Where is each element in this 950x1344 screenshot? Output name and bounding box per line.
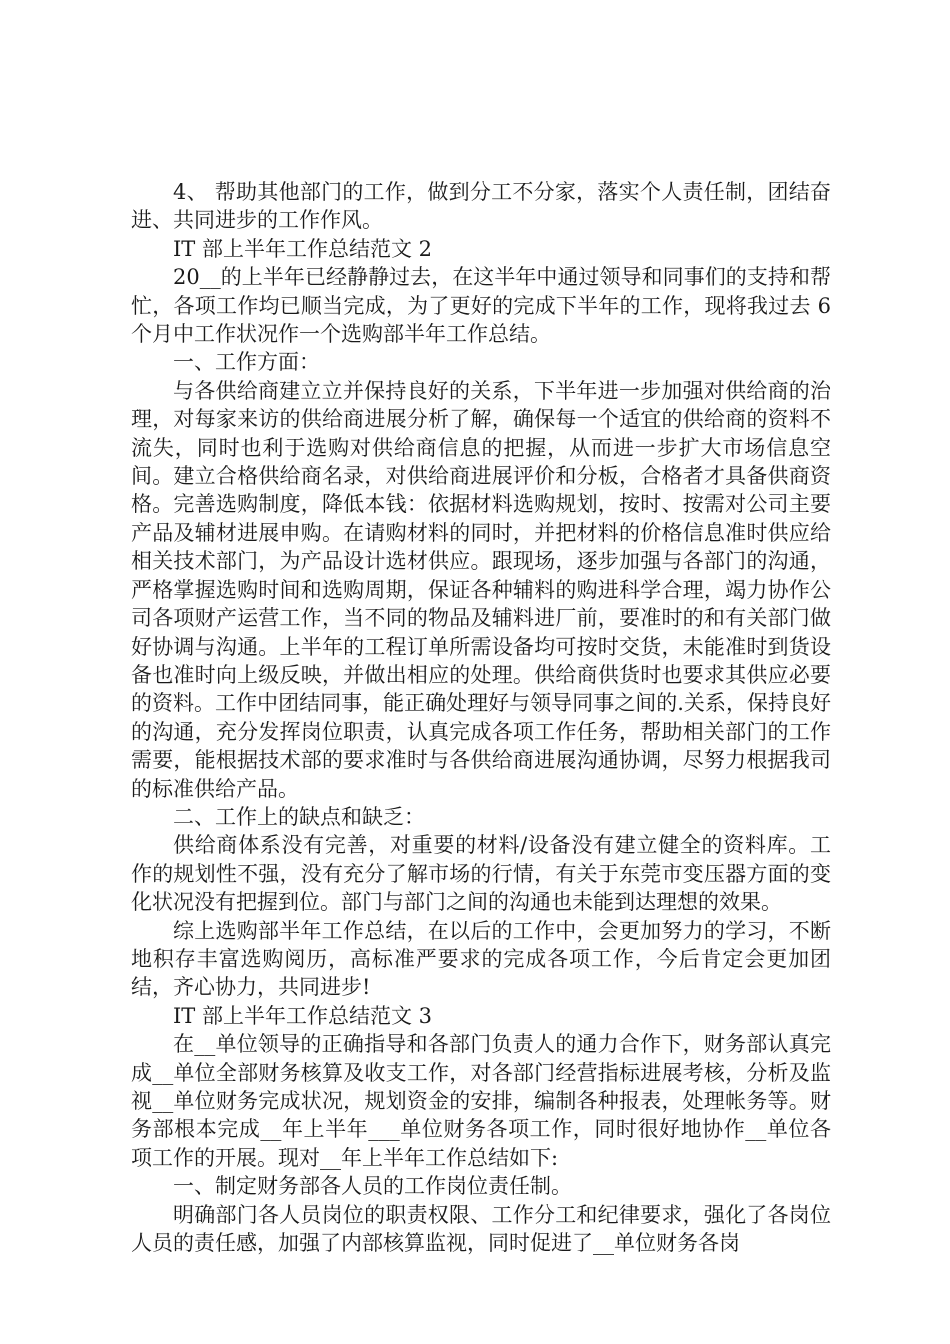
paragraph-work-aspects: 与各供给商建立立并保持良好的关系，下半年进一步加强对供给商的治理，对每家来访的供给商进展分析了解，确保每一个适宜的供给商的资料不流失，同时也利于选购对供给商信息的把握，从而进一步扩大市场信息空间。建立合格供给商名录，对供给商进展评价和分板，合格者才具备供商资格。完善选购制度，降低本钱：依据材料选购规划，按时、按需对公司主要产品及辅材进展申购。在请购材料的同时，并把材料的价格信息准时供应给相关技术部门，为产品设计选材供应。跟现场，逐步加强与各部门的沟通，严格掌握选购时间和选购周期，保证各种辅料的购进科学合理，竭力协作公司各项财产运营工作，当不同的物品及辅料进厂前，要准时的和有关部门做好协调与沟通。上半年的工程订单所需设备均可按时交货，未能准时到货设备也准时向上级反映，并做出相应的处理。供给商供货时也要求其供应必要的资料。工作中团结同事，能正确处理好与领导同事之间的.关系，保持良好的沟通，充分发挥岗位职责，认真完成各项工作任务，帮助相关部门的工作需要，能根据技术部的要求准时与各供给商进展沟通协调，尽努力根据我司的标准供给产品。 <box>131 378 831 801</box>
section-title-sample-3: IT 部上半年工作总结范文 3 <box>173 1003 433 1028</box>
paragraph-shortcomings: 供给商体系没有完善，对重要的材料/设备没有建立健全的资料库。工作的规划性不强，没有充分了解市场的行情，有关于东莞市变压器方面的变化状况没有把握到位。部门与部门之间的沟通也未能到达理想的效果。 <box>131 833 831 915</box>
paragraph-conclusion: 综上选购部半年工作总结，在以后的工作中，会更加努力的学习，不断地积存丰富选购阅历，高标准严要求的完成各项工作，今后肯定会更加团结，齐心协力，共同进步! <box>131 918 831 1000</box>
paragraph-finance-intro: 在__单位领导的正确指导和各部门负责人的通力合作下，财务部认真完成__单位全部财务核算及收支工作，对各部门经营指标进展考核，分析及监视__单位财务完成状况，规划资金的安排，编制各种报表，处理帐务等。财务部根本完成__年上半年___单位财务各项工作，同时很好地协作__单位各项工作的开展。现对__年上半年工作总结如下: <box>131 1032 831 1170</box>
heading-shortcomings: 二、工作上的缺点和缺乏： <box>173 804 425 829</box>
heading-responsibility-system: 一、制定财务部各人员的工作岗位责任制。 <box>173 1174 572 1199</box>
paragraph-item-4: 4、 帮助其他部门的工作，做到分工不分家，落实个人责任制，团结奋进、共同进步的工作作风。 <box>131 180 831 233</box>
heading-work-aspects: 一、工作方面： <box>173 350 320 375</box>
paragraph-intro: 20__的上半年已经静静过去，在这半年中通过领导和同事们的支持和帮忙，各项工作均已顺当完成，为了更好的完成下半年的工作，现将我过去 6 个月中工作状况作一个选购部半年工作总结。 <box>131 265 831 347</box>
section-title-sample-2: IT 部上半年工作总结范文 2 <box>173 236 433 261</box>
document-body <box>131 178 831 1257</box>
paragraph-responsibility: 明确部门各人员岗位的职责权限、工作分工和纪律要求，强化了各岗位人员的责任感，加强了内部核算监视，同时促进了__单位财务各岗 <box>131 1202 831 1256</box>
